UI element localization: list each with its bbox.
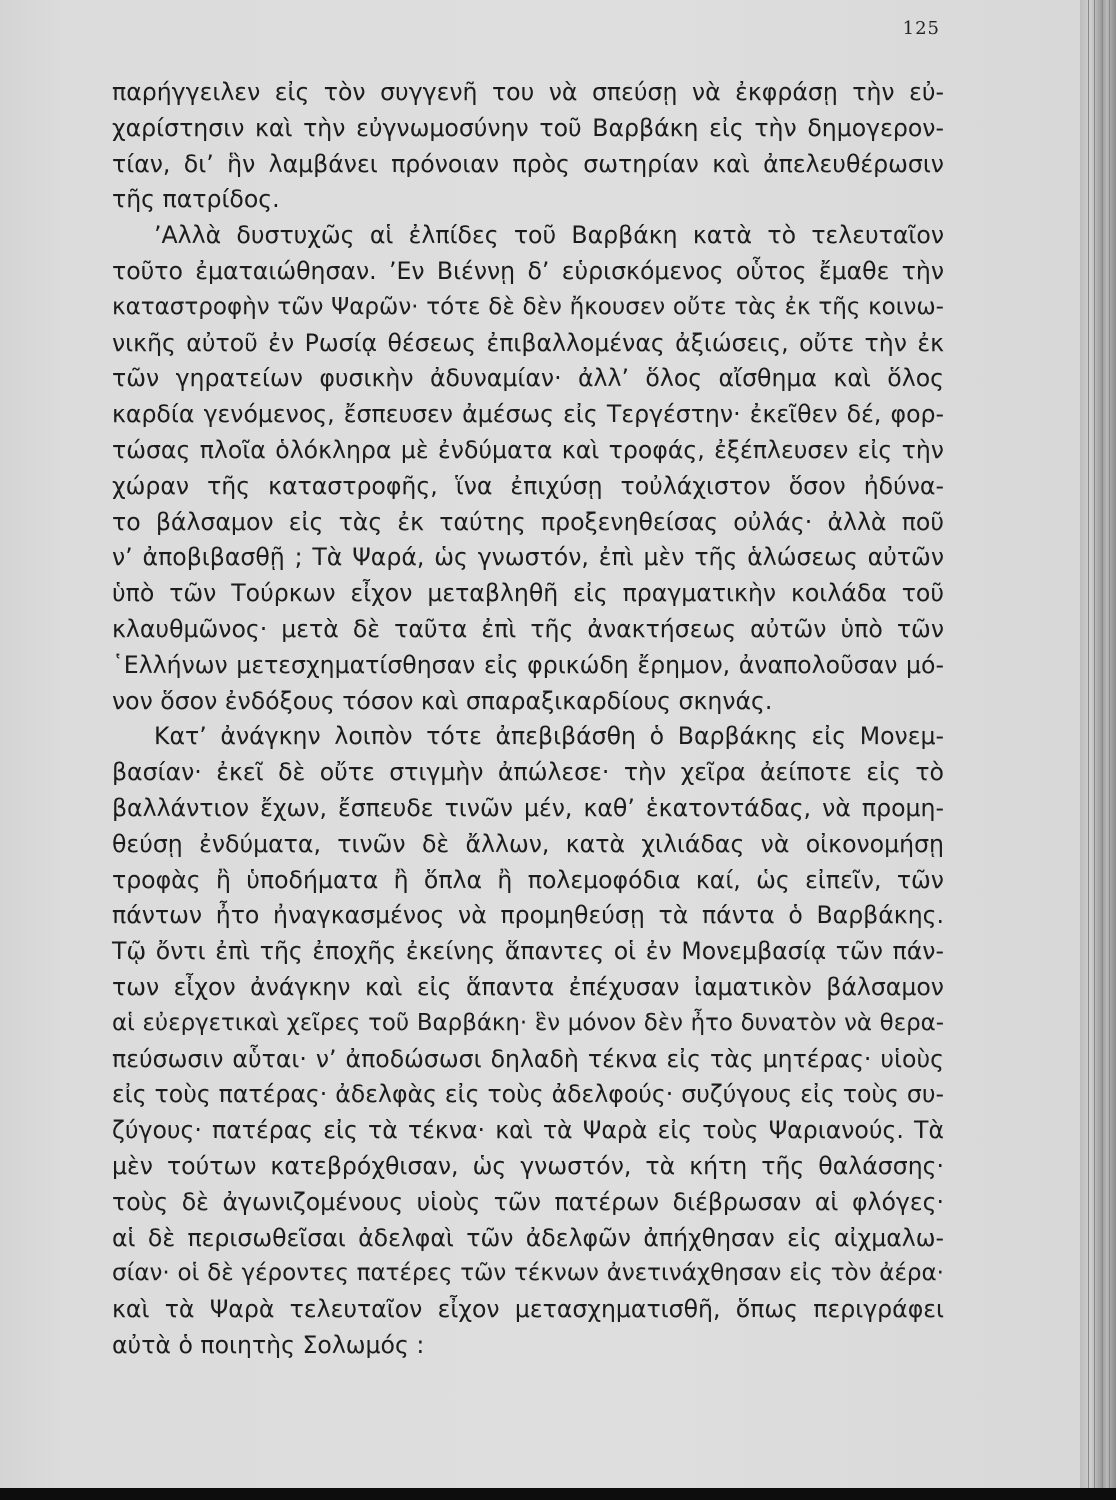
text-line: βασίαν· ἐκεῖ δὲ οὔτε στιγμὴν ἀπώλεσε· τὴν χεῖρα ἀείποτε εἰς τὸ — [112, 758, 944, 787]
text-line: τίαν, δι’ ἣν λαμβάνει πρόνοιαν πρὸς σωτηρίαν καὶ ἀπελευθέρωσιν — [112, 149, 944, 178]
text-line: πεύσωσιν αὗται· ν’ ἀποδώσωσι δηλαδὴ τέκνα εἰς τὰς μητέρας· υἱοὺς — [112, 1044, 944, 1073]
text-line: Κατ’ ἀνάγκην λοιπὸν τότε ἀπεβιβάσθη ὁ Βαρβάκης εἰς Μονεμ- — [154, 722, 944, 751]
text-line: ν’ ἀποβιβασθῇ ; Τὰ Ψαρά, ὡς γνωστόν, ἐπὶ μὲν τῆς ἁλώσεως αὐτῶν — [112, 543, 944, 572]
text-line: τώσας πλοῖα ὁλόκληρα μὲ ἐνδύματα καὶ τροφάς, ἐξέπλευσεν εἰς τὴν — [112, 435, 944, 464]
text-line: εἰς τοὺς πατέρας· ἀδελφὰς εἰς τοὺς ἀδελφούς· συζύγους εἰς τοὺς συ- — [112, 1080, 944, 1109]
text-line: ’Αλλὰ δυστυχῶς αἱ ἐλπίδες τοῦ Βαρβάκη κατὰ τὸ τελευταῖον — [154, 221, 944, 250]
text-line: αὐτὰ ὁ ποιητὴς Σολωμός : — [112, 1330, 425, 1359]
text-line: ὑπὸ τῶν Τούρκων εἶχον μεταβληθῆ εἰς πραγματικὴν κοιλάδα τοῦ — [112, 579, 944, 608]
text-line: ζύγους· πατέρας εἰς τὰ τέκνα· καὶ τὰ Ψαρὰ εἰς τοὺς Ψαριανούς. Τὰ — [112, 1116, 944, 1145]
scan-border — [0, 1488, 1116, 1500]
text-line: των εἶχον ἀνάγκην καὶ εἰς ἅπαντα ἐπέχυσαν ἰαματικὸν βάλσαμον — [112, 972, 944, 1001]
text-line: αἱ εὐεργετικαὶ χεῖρες τοῦ Βαρβάκη· ἓν μόνον δὲν ἦτο δυνατὸν νὰ θερα- — [112, 1009, 944, 1036]
text-line: κλαυθμῶνος· μετὰ δὲ ταῦτα ἐπὶ τῆς ἀνακτήσεως αὐτῶν ὑπὸ τῶν — [112, 614, 944, 643]
text-line: χώραν τῆς καταστροφῆς, ἵνα ἐπιχύσῃ τοὐλάχιστον ὅσον ἠδύνα- — [112, 471, 944, 500]
text-line: τοῦτο ἐματαιώθησαν. ’Εν Βιέννῃ δ’ εὑρισκόμενος οὗτος ἔμαθε τὴν — [112, 256, 944, 285]
text-line: βαλλάντιον ἔχων, ἔσπευδε τινῶν μέν, καθ’ ἑκατοντάδας, νὰ προμη- — [112, 793, 944, 822]
text-line: καταστροφὴν τῶν Ψαρῶν· τότε δὲ δὲν ἤκουσεν οὔτε τὰς ἐκ τῆς κοινω- — [112, 293, 944, 320]
text-line: καρδία γενόμενος, ἔσπευσεν ἀμέσως εἰς Τεργέστην· ἐκεῖθεν δέ, φορ- — [112, 400, 944, 429]
text-line: καὶ τὰ Ψαρὰ τελευταῖον εἶχον μετασχηματισθῆ, ὅπως περιγράφει — [112, 1295, 944, 1324]
text-line: αἱ δὲ περισωθεῖσαι ἀδελφαὶ τῶν ἀδελφῶν ἀπήχθησαν εἰς αἰχμαλω- — [112, 1223, 944, 1252]
page-number: 125 — [902, 18, 940, 39]
text-line: νον ὅσον ἐνδόξους τόσον καὶ σπαραξικαρδίους σκηνάς. — [112, 686, 773, 715]
book-binding — [1080, 0, 1116, 1500]
text-line: τῆς πατρίδος. — [112, 185, 280, 214]
text-line: τοὺς δὲ ἀγωνιζομένους υἱοὺς τῶν πατέρων διέβρωσαν αἱ φλόγες· — [112, 1187, 944, 1216]
text-line: μὲν τούτων κατεβρόχθισαν, ὡς γνωστόν, τὰ κήτη τῆς θαλάσσης· — [112, 1151, 944, 1180]
text-line: χαρίστησιν καὶ τὴν εὐγνωμοσύνην τοῦ Βαρβάκη εἰς τὴν δημογερον- — [112, 113, 944, 142]
text-line: σίαν· οἱ δὲ γέροντες πατέρες τῶν τέκνων ἀνετινάχθησαν εἰς τὸν ἀέρα· — [112, 1260, 944, 1287]
text-line: το βάλσαμον εἰς τὰς ἐκ ταύτης προξενηθείσας οὐλάς· ἀλλὰ ποῦ — [112, 507, 944, 536]
text-line: νικῆς αὐτοῦ ἐν Ρωσίᾳ θέσεως ἐπιβαλλομένας ἀξιώσεις, οὔτε τὴν ἐκ — [112, 328, 944, 357]
text-line: τῶν γηρατείων φυσικὴν ἀδυναμίαν· ἀλλ’ ὅλος αἴσθημα καὶ ὅλος — [112, 364, 944, 393]
text-line: παρήγγειλεν εἰς τὸν συγγενῆ του νὰ σπεύσῃ νὰ ἐκφράσῃ τὴν εὐ- — [112, 78, 944, 106]
text-line: Τῷ ὄντι ἐπὶ τῆς ἐποχῆς ἐκείνης ἅπαντες οἱ ἐν Μονεμβασίᾳ τῶν πάν- — [112, 937, 944, 966]
text-line: πάντων ἦτο ἠναγκασμένος νὰ προμηθεύσῃ τὰ πάντα ὁ Βαρβάκης. — [112, 901, 944, 930]
body-text — [112, 75, 944, 1364]
text-line: ῾Ελλήνων μετεσχηματίσθησαν εἰς φρικώδη ἔρημον, ἀναπολοῦσαν μό- — [112, 650, 944, 679]
text-line: τροφὰς ἢ ὑποδήματα ἢ ὅπλα ἢ πολεμοφόδια καί, ὡς εἰπεῖν, τῶν — [112, 865, 944, 894]
text-line: θεύσῃ ἐνδύματα, τινῶν δὲ ἄλλων, κατὰ χιλιάδας νὰ οἰκονομήσῃ — [112, 829, 944, 858]
